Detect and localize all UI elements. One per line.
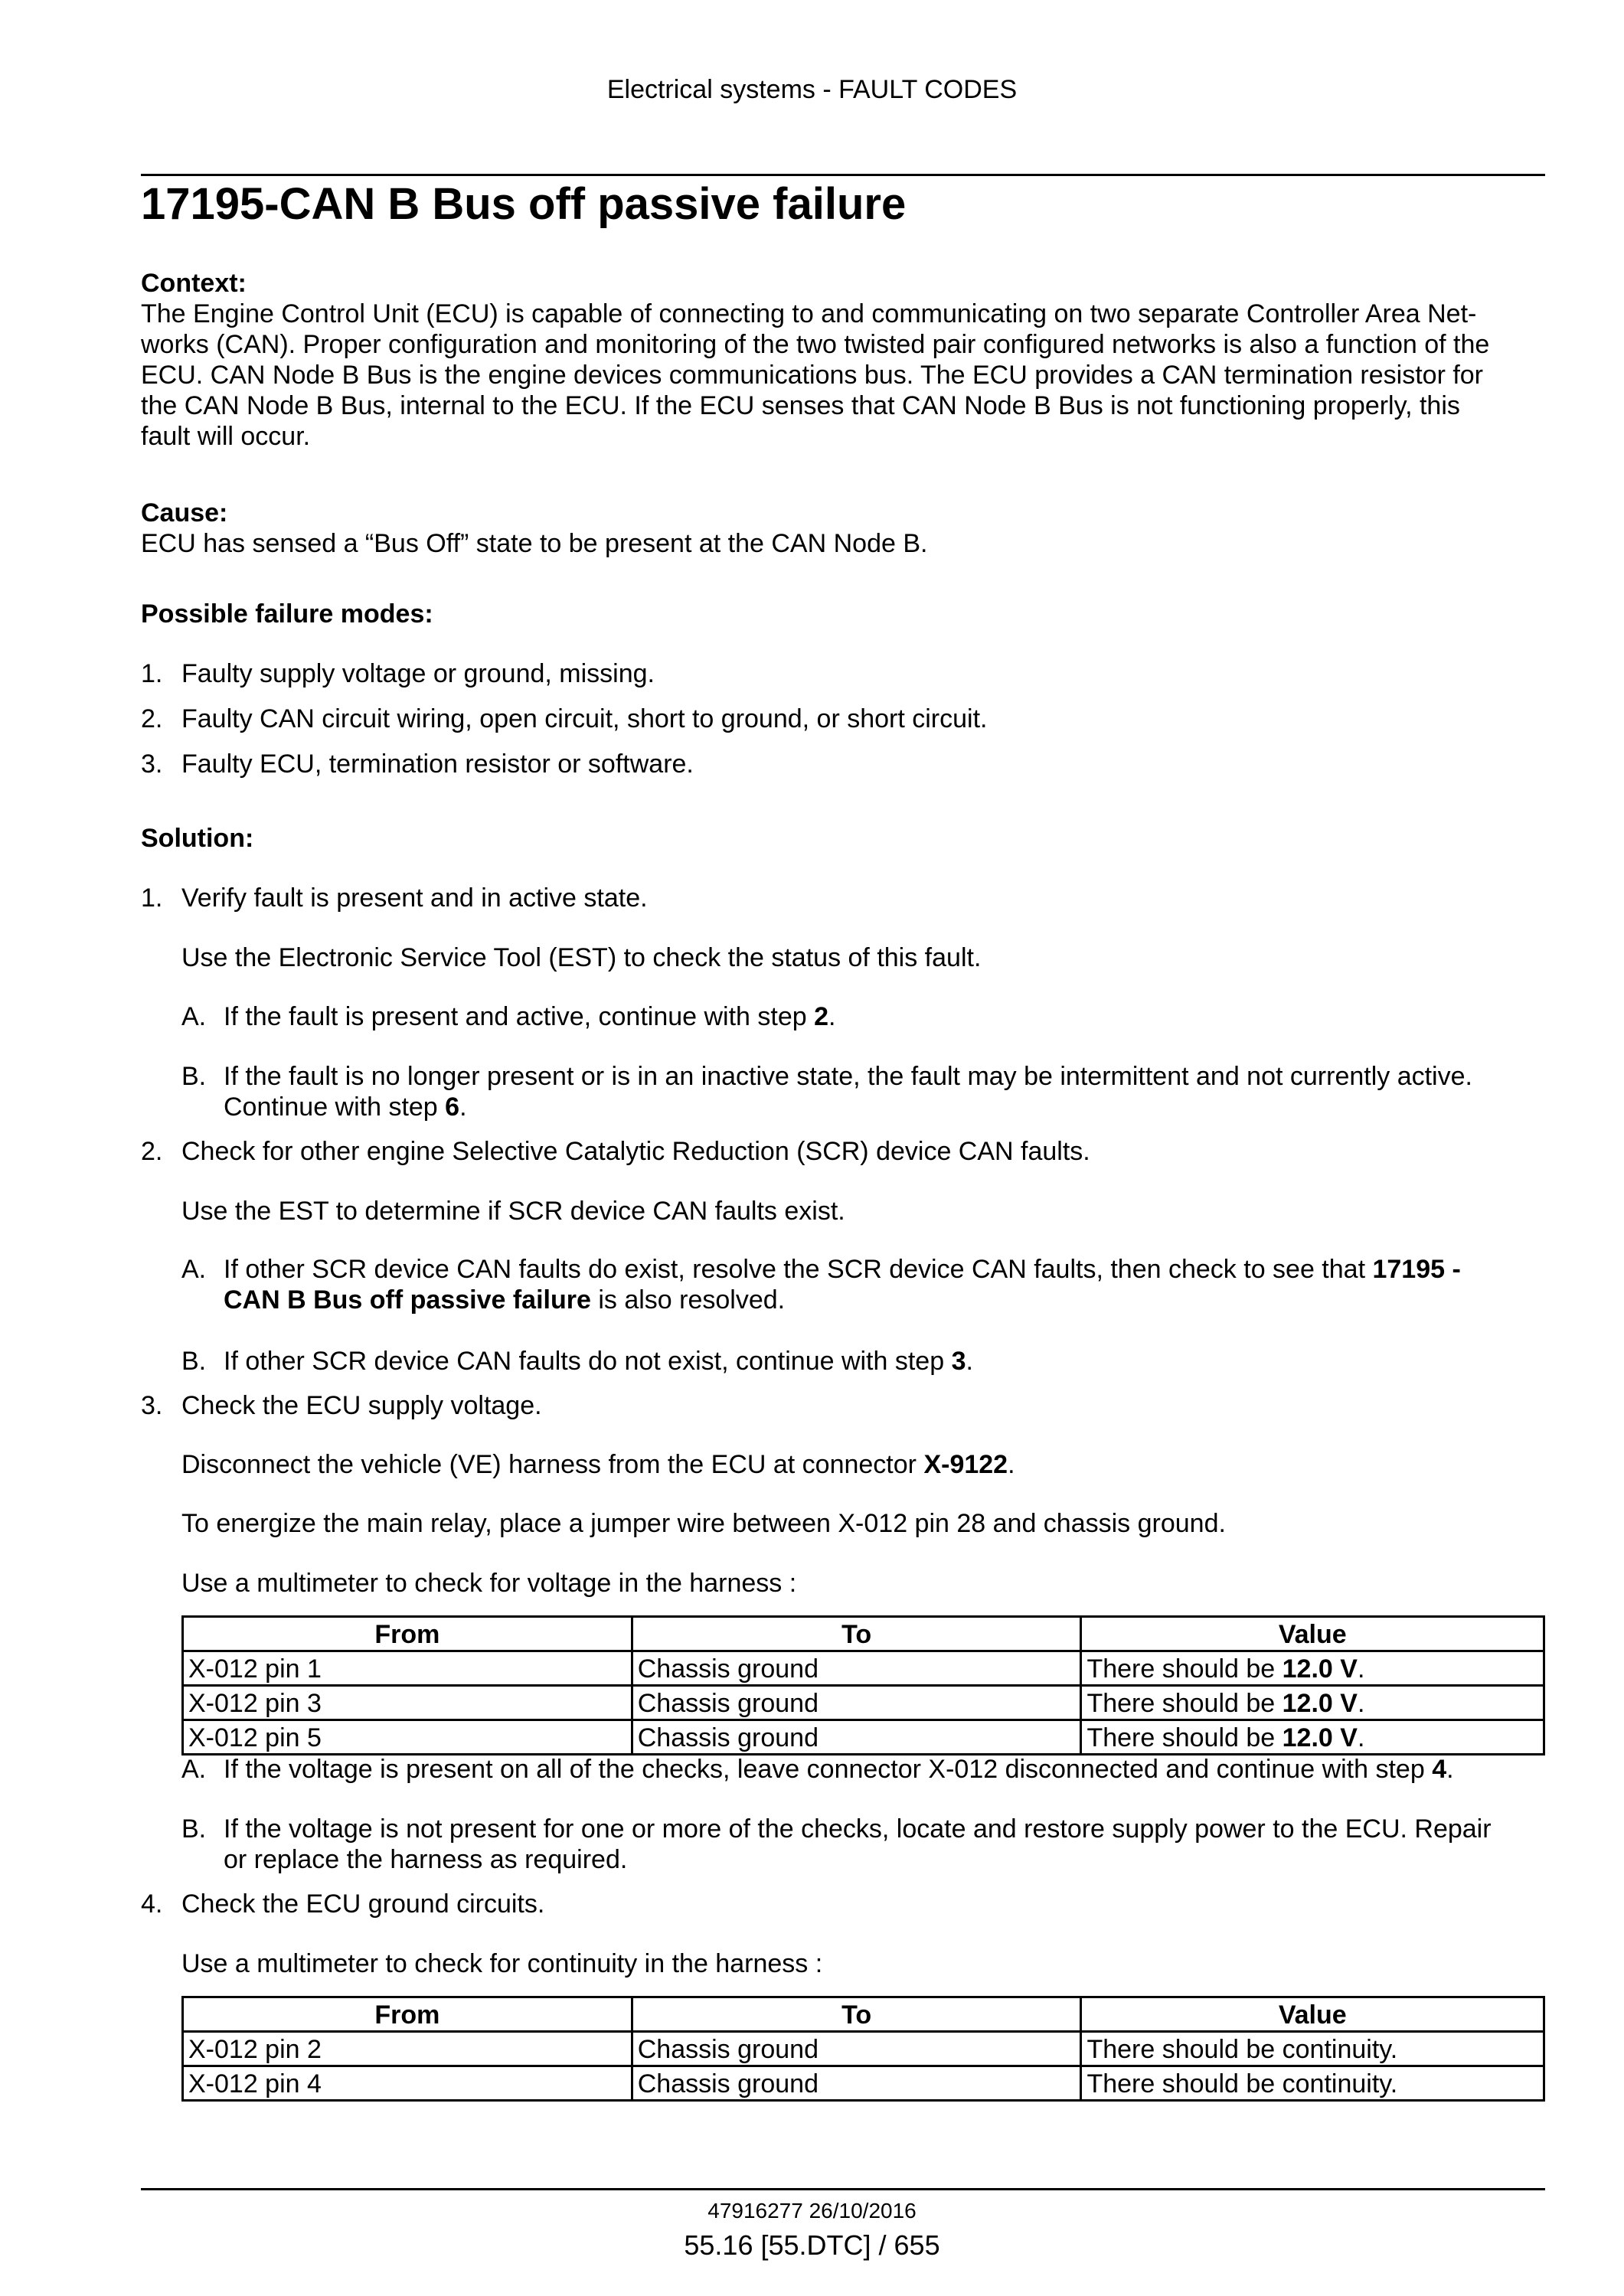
list-text: Faulty supply voltage or ground, missing. — [181, 659, 655, 688]
cause-text: ECU has sensed a “Bus Off” state to be present at the CAN Node B. — [141, 529, 928, 558]
sub-step-letter: B. — [181, 1814, 207, 1844]
sub-step-letter: A. — [181, 1255, 207, 1284]
voltage-check-table — [181, 1615, 1545, 1755]
table-cell: There should be continuity. — [1081, 2066, 1544, 2101]
solution-label: Solution: — [141, 824, 254, 853]
continuity-check-table — [181, 1996, 1545, 2102]
step-text: Check the ECU ground circuits. — [181, 1889, 545, 1919]
column-header: To — [632, 1617, 1081, 1651]
sub-step-text: If other SCR device CAN faults do exist, resolve the SCR device CAN faults, then check to see that 17195 - CAN B Bus off passive failure is also resolved. — [224, 1255, 1461, 1315]
table-cell: There should be 12.0 V. — [1081, 1720, 1544, 1755]
context-section — [141, 268, 1545, 452]
footer-doc-code: 47916277 26/10/2016 — [707, 2199, 917, 2223]
sub-step-text: If other SCR device CAN faults do not exist, continue with step 3. — [224, 1347, 973, 1376]
solution-section — [141, 823, 1545, 854]
table-cell: X-012 pin 5 — [183, 1720, 632, 1755]
list-number: 2. — [141, 704, 163, 733]
column-header: Value — [1081, 1617, 1544, 1651]
context-line: fault will occur. — [141, 422, 311, 451]
list-text: Faulty ECU, termination resistor or software. — [181, 750, 694, 779]
footer-page-number: 55.16 [55.DTC] / 655 — [684, 2229, 940, 2261]
sub-step-text: If the fault is present and active, continue with step 2. — [224, 1002, 836, 1031]
sub-step-letter: A. — [181, 1002, 207, 1031]
cause-label: Cause: — [141, 498, 228, 527]
table-cell: Chassis ground — [632, 1720, 1081, 1755]
table-cell: Chassis ground — [632, 1651, 1081, 1686]
failure-modes-section — [141, 599, 1545, 629]
context-line: ECU. CAN Node B Bus is the engine devices communications bus. The ECU provides a CAN termination resistor for — [141, 361, 1484, 390]
table-cell: X-012 pin 3 — [183, 1686, 632, 1720]
column-header: From — [183, 1997, 632, 2032]
step-number: 1. — [141, 883, 163, 913]
table-header-row — [183, 1617, 1544, 1651]
step-number: 4. — [141, 1889, 163, 1919]
table-row — [183, 1651, 1544, 1686]
sub-step-letter: A. — [181, 1755, 207, 1784]
context-line: the CAN Node B Bus, internal to the ECU. If the ECU senses that CAN Node B Bus is not functioning properly, this — [141, 391, 1460, 420]
column-header: From — [183, 1617, 632, 1651]
table-cell: Chassis ground — [632, 2032, 1081, 2066]
context-label: Context: — [141, 269, 247, 298]
list-number: 3. — [141, 750, 163, 779]
table-cell: Chassis ground — [632, 2066, 1081, 2101]
table-cell: X-012 pin 4 — [183, 2066, 632, 2101]
failure-modes-label: Possible failure modes: — [141, 599, 433, 629]
column-header: Value — [1081, 1997, 1544, 2032]
list-number: 1. — [141, 659, 163, 688]
footer-rule — [141, 2188, 1545, 2190]
table-cell: There should be continuity. — [1081, 2032, 1544, 2066]
step-text: Check for other engine Selective Catalytic Reduction (SCR) device CAN faults. — [181, 1137, 1090, 1166]
table-row — [183, 1720, 1544, 1755]
running-head: Electrical systems - FAULT CODES — [606, 75, 1018, 104]
sub-step-letter: B. — [181, 1062, 207, 1091]
table-cell: There should be 12.0 V. — [1081, 1651, 1544, 1686]
list-text: Faulty CAN circuit wiring, open circuit, short to ground, or short circuit. — [181, 704, 988, 733]
page-title: 17195-CAN B Bus off passive failure — [141, 179, 907, 229]
step-number: 2. — [141, 1137, 163, 1166]
header-rule — [141, 174, 1545, 176]
table-cell: There should be 12.0 V. — [1081, 1686, 1544, 1720]
sub-step-text: If the fault is no longer present or is in an inactive state, the fault may be intermittent and not currently active. Continue with step 6. — [224, 1062, 1472, 1122]
context-line: The Engine Control Unit (ECU) is capable of connecting to and communicating on two separate Controller Area Net- — [141, 299, 1477, 328]
table-row — [183, 2066, 1544, 2101]
sub-step-text: If the voltage is not present for one or more of the checks, locate and restore supply power to the ECU. Repair or replace the harness as required. — [224, 1814, 1492, 1874]
table-row — [183, 2032, 1544, 2066]
step-text: Check the ECU supply voltage. — [181, 1391, 542, 1420]
column-header: To — [632, 1997, 1081, 2032]
cause-section — [141, 498, 1545, 559]
sub-step-text: If the voltage is present on all of the checks, leave connector X-012 disconnected and continue with step 4. — [224, 1755, 1454, 1784]
table-cell: Chassis ground — [632, 1686, 1081, 1720]
table-cell: X-012 pin 2 — [183, 2032, 632, 2066]
sub-step-letter: B. — [181, 1347, 207, 1376]
document-page: Electrical systems - FAULT CODES 17195-CAN B Bus off passive failure Context: The Engine Control Unit (ECU) is capable of connecting to and communicating on two separate Controller Area Net- works (CAN). Proper configuration and monitoring of the two twisted pair configured networks is also a function of the ECU. CAN Node B Bus is the engine devices communications bus. The ECU provides a CAN termination resistor for the CAN Node B Bus, internal to the ECU. If the ECU senses that CAN Node B Bus is not functioning properly, this fault will occur. Cause: ECU has sensed a “Bus Off” state to be present at the CAN Node B. Possible failure modes: 1. Faulty supply voltage or ground, missing. 2. Faulty CAN circuit wiring, open circuit, short to ground, or short circuit. 3. Faulty ECU, termination resistor or software. Solution: 1. Verify fault is present and in active state. Use the Electronic Service Tool (EST) to check the status of this fault. A. If the fault is present and active, continue with step 2. B. If the fault is no longer present or is in an inactive state, the fault may be intermittent and not currently active. Continue with step 6. 2. Check for other engine Selective Catalytic Reduction (SCR) device CAN faults. Use the EST to determine if SCR device CAN faults exist. A. If other SCR device CAN faults do exist, resolve the SCR device CAN faults, then check to see that 17195 - CAN B Bus off passive failure is also resolved. B. If other SCR device CAN faults do not exist, continue with step 3. 3. Check the ECU supply voltage. Disconnect the vehicle (VE) harness from the ECU at connector X-9122. To energize the main relay, place a jumper wire between X-012 pin 28 and chassis ground. Use a multimeter to check for voltage in the harness : From To Value X-012 pin 1 Chassis ground There should be 12.0 V. X-012 pin 3 Chassis ground There should be 12.0 V. X-012 pin 5 Chassis ground There should be 12.0 V. A. If the voltage is present on all of the checks, leave connector X-012 disconnected and continue with step 4. B. If the voltage is not present for one or more of the checks, locate and restore supply power to the ECU. Repair or replace the harness as required. 4. Check the ECU ground circuits. Use a multimeter to check for continuity in the harness : From To Value X-012 pin 2 Chassis ground There should be continuity. X-012 pin 4 Chassis ground There should be continuity. 47916277 26/10/2016 55.16 [55.DTC] / 655 — [0, 0, 1624, 2296]
step-text: Verify fault is present and in active state. — [181, 883, 648, 913]
context-line: works (CAN). Proper configuration and monitoring of the two twisted pair configured networks is also a function of the — [141, 330, 1490, 359]
table-cell: X-012 pin 1 — [183, 1651, 632, 1686]
step-number: 3. — [141, 1391, 163, 1420]
table-header-row — [183, 1997, 1544, 2032]
table-row — [183, 1686, 1544, 1720]
